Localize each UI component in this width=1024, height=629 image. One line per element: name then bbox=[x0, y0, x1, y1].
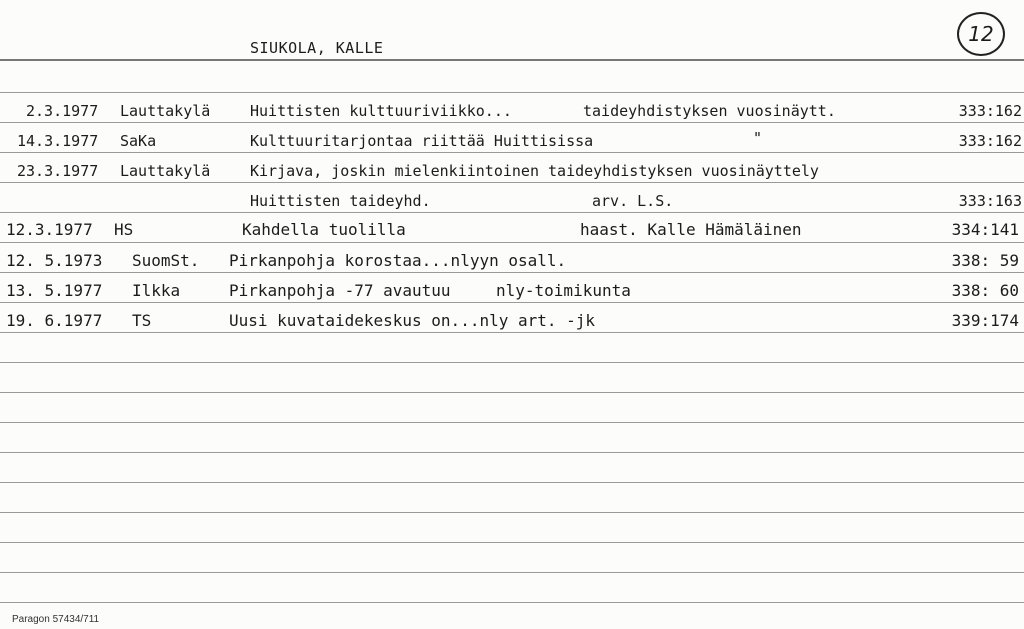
entry-ref: 334:141 bbox=[951, 220, 1019, 239]
entry-title: Uusi kuvataidekeskus on...nly art. -jk bbox=[229, 311, 596, 330]
entry-title: Pirkanpohja korostaa...nlyyn osall. bbox=[229, 251, 567, 270]
rule-line bbox=[0, 212, 1024, 213]
entry-source: Lauttakylä bbox=[120, 162, 211, 180]
entry-source: SuomSt. bbox=[132, 251, 200, 270]
rule-line bbox=[0, 602, 1024, 603]
entry-note: nly-toimikunta bbox=[496, 281, 631, 300]
rule-line bbox=[0, 362, 1024, 363]
entry-date: 2.3.1977 bbox=[26, 102, 99, 120]
entry-date: 19. 6.1977 bbox=[6, 311, 103, 330]
entry-source: SaKa bbox=[120, 132, 157, 150]
card-heading-name: SIUKOLA, KALLE bbox=[250, 39, 384, 57]
entry-note: haast. Kalle Hämäläinen bbox=[580, 220, 802, 239]
rule-line bbox=[0, 152, 1024, 153]
rule-line bbox=[0, 122, 1024, 123]
entry-date: 12. 5.1973 bbox=[6, 251, 103, 270]
entry-source: HS bbox=[114, 220, 134, 239]
entry-source: Ilkka bbox=[132, 281, 181, 300]
entry-note: " bbox=[753, 129, 763, 147]
card-printer-mark: Paragon 57434/711 bbox=[12, 614, 100, 625]
entry-ref: 333:162 bbox=[958, 132, 1022, 150]
entry-date: 12.3.1977 bbox=[6, 220, 93, 239]
rule-line bbox=[0, 302, 1024, 303]
entry-title: Huittisten taideyhd. bbox=[250, 192, 431, 210]
rule-line bbox=[0, 332, 1024, 333]
entry-note: taideyhdistyksen vuosinäytt. bbox=[583, 102, 836, 120]
rule-line bbox=[0, 272, 1024, 273]
rule-line bbox=[0, 392, 1024, 393]
rule-line bbox=[0, 182, 1024, 183]
entry-title: Kirjava, joskin mielenkiintoinen taideyhdistyksen vuosinäyttely bbox=[250, 162, 819, 180]
entry-source: TS bbox=[132, 311, 152, 330]
entry-note: arv. L.S. bbox=[592, 192, 674, 210]
entry-title: Huittisten kulttuuriviikko... bbox=[250, 102, 512, 120]
header-rule bbox=[0, 59, 1024, 61]
card-number-circle: 12 bbox=[957, 12, 1005, 56]
entry-ref: 338: 60 bbox=[951, 281, 1019, 300]
rule-line bbox=[0, 512, 1024, 513]
entry-title: Pirkanpohja -77 avautuu bbox=[229, 281, 451, 300]
entry-ref: 338: 59 bbox=[951, 251, 1019, 270]
rule-line bbox=[0, 422, 1024, 423]
entry-source: Lauttakylä bbox=[120, 102, 211, 120]
rule-line bbox=[0, 572, 1024, 573]
entry-ref: 333:163 bbox=[958, 192, 1022, 210]
entry-ref: 339:174 bbox=[951, 311, 1019, 330]
rule-line bbox=[0, 542, 1024, 543]
entry-ref: 333:162 bbox=[958, 102, 1022, 120]
entry-title: Kahdella tuolilla bbox=[242, 220, 406, 239]
entry-date: 23.3.1977 bbox=[17, 162, 99, 180]
entry-title: Kulttuuritarjontaa riittää Huittisissa bbox=[250, 132, 594, 150]
rule-line bbox=[0, 92, 1024, 93]
entry-date: 14.3.1977 bbox=[17, 132, 99, 150]
rule-line bbox=[0, 482, 1024, 483]
rule-line bbox=[0, 242, 1024, 243]
entry-date: 13. 5.1977 bbox=[6, 281, 103, 300]
rule-line bbox=[0, 452, 1024, 453]
